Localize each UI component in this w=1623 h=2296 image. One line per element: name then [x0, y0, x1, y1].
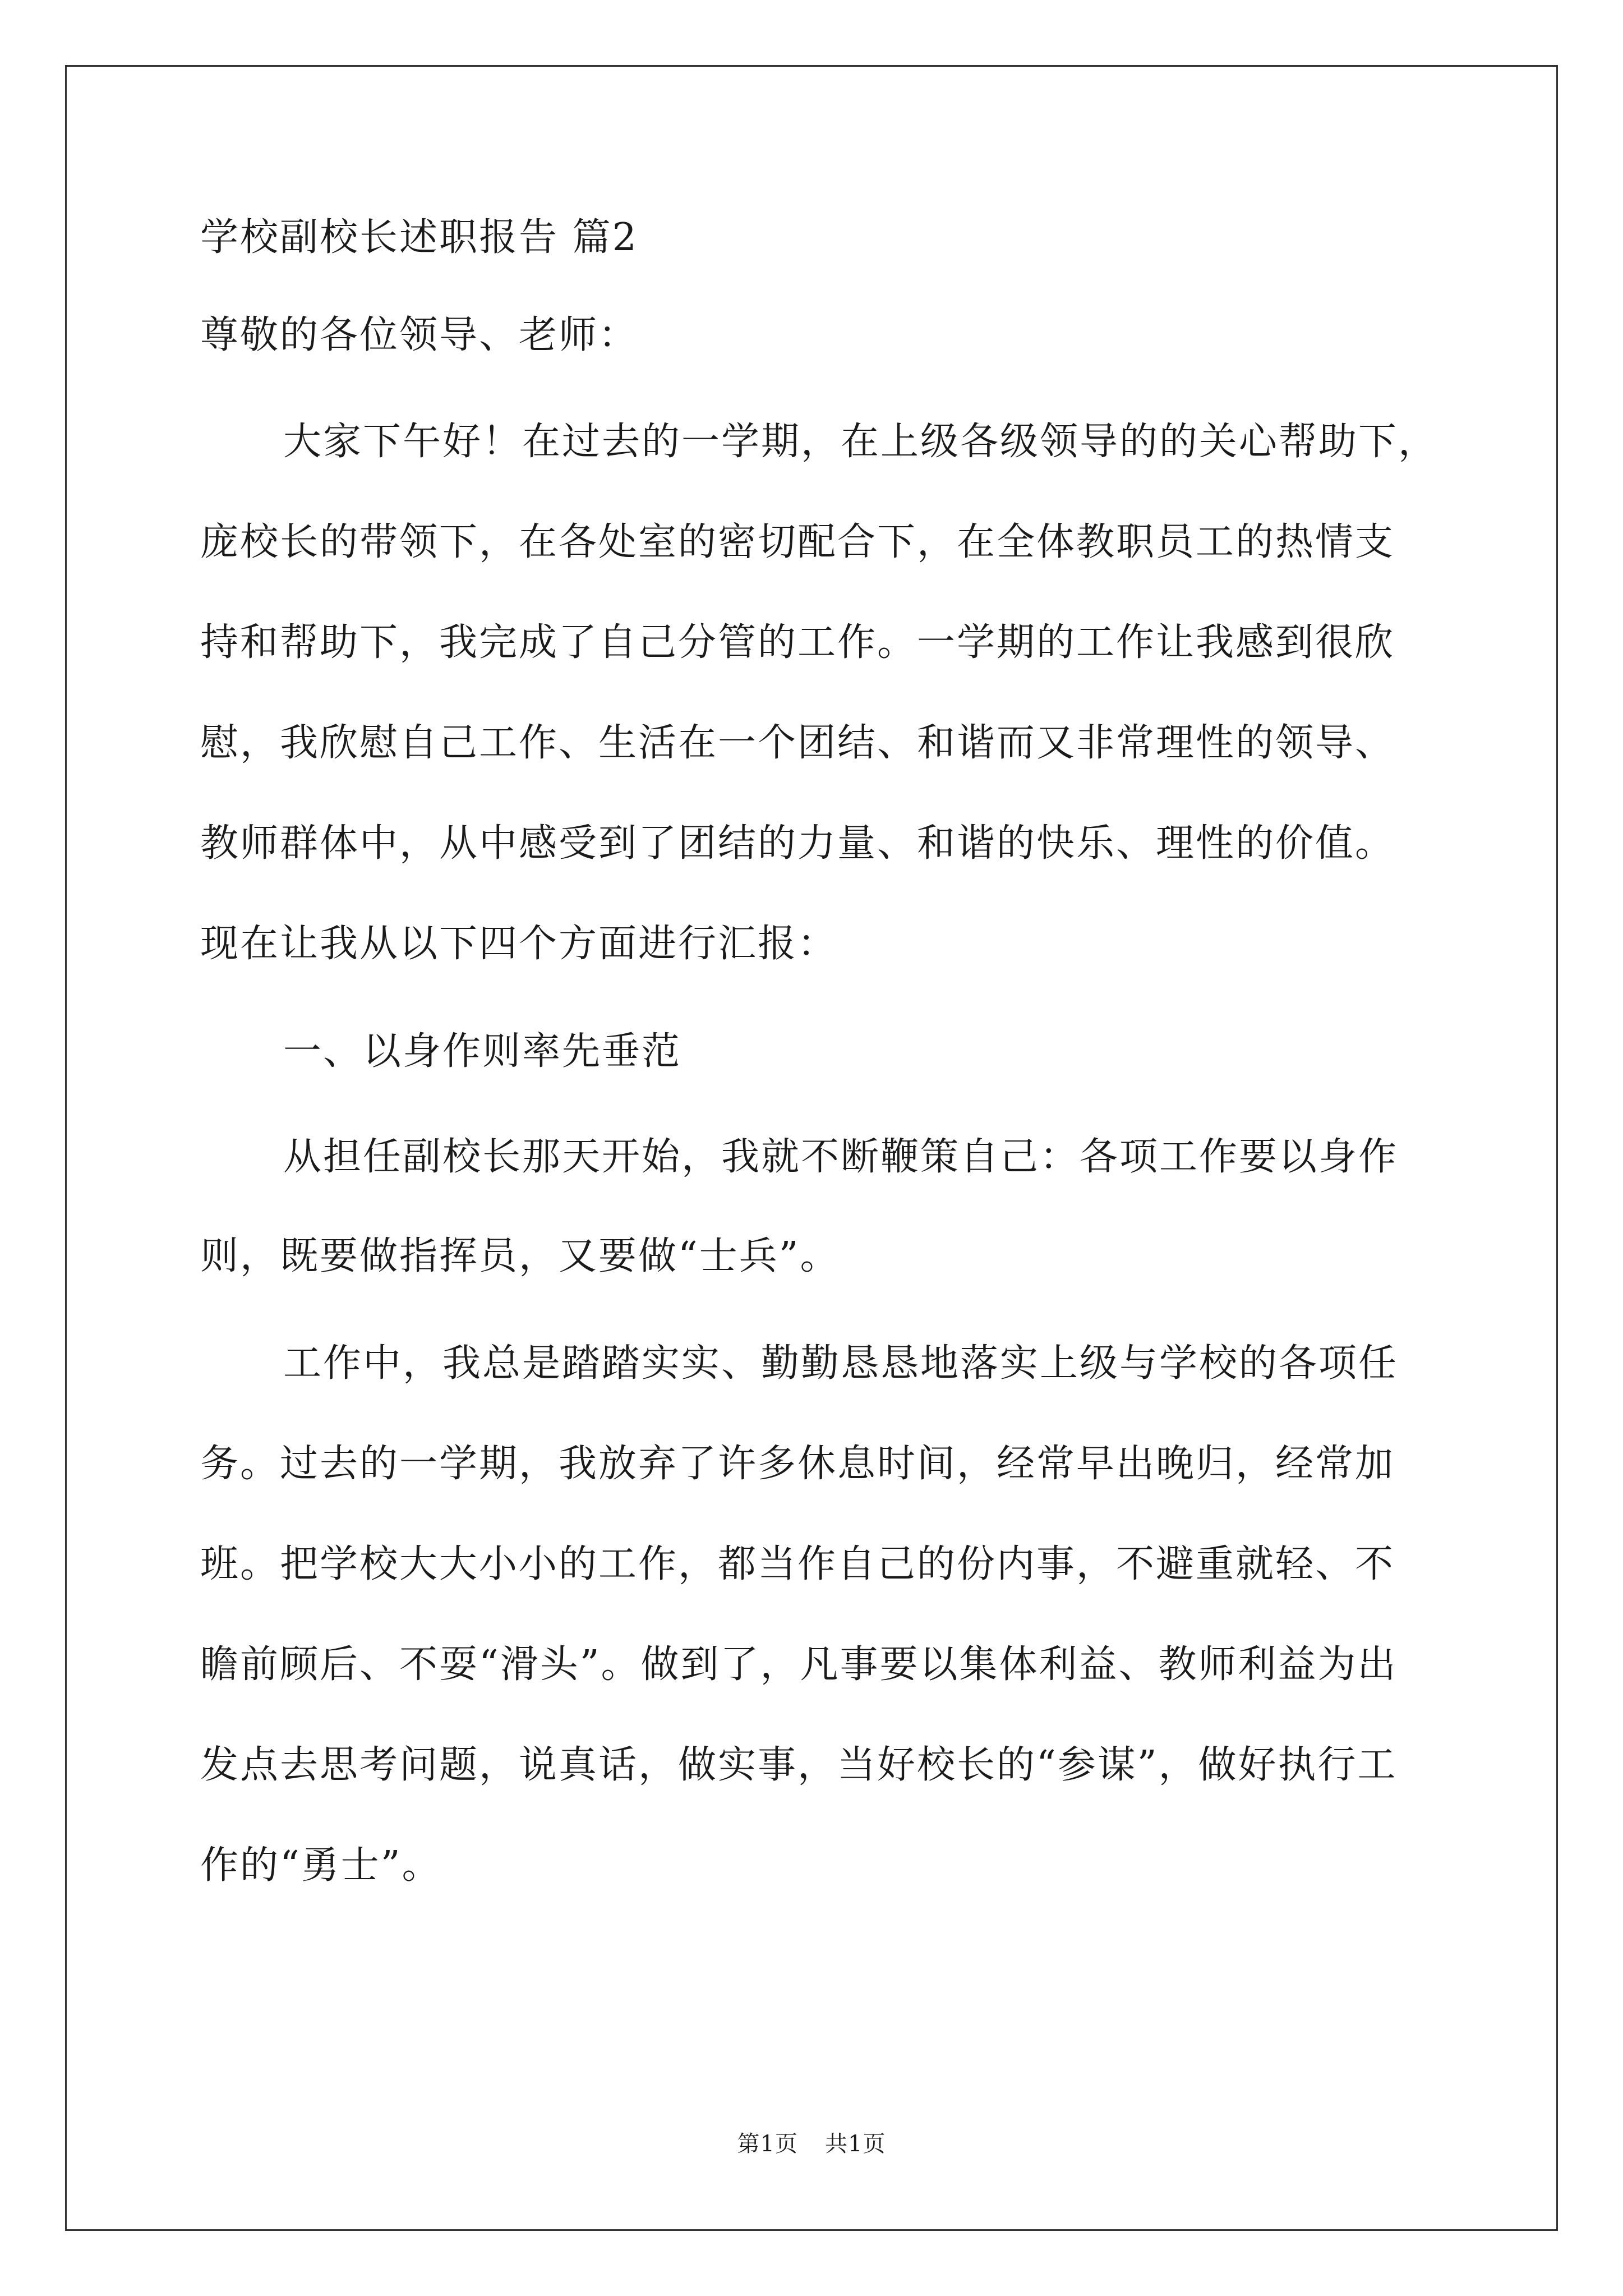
document-title: 学校副校长述职报告 篇2 — [200, 215, 638, 260]
paragraph-1-line: 庞校长的带领下，在各处室的密切配合下，在全体教职员工的热情支 — [200, 520, 1395, 564]
section-heading: 一、以身作则率先垂范 — [283, 1029, 682, 1074]
paragraph-1-line: 现在让我从以下四个方面进行汇报： — [200, 922, 838, 966]
paragraph-1-line: 持和帮助下，我完成了自己分管的工作。一学期的工作让我感到很欣 — [200, 620, 1395, 665]
paragraph-2-line: 则，既要做指挥员，又要做“士兵”。 — [200, 1234, 840, 1278]
paragraph-1-line: 教师群体中，从中感受到了团结的力量、和谐的快乐、理性的价值。 — [200, 821, 1395, 866]
paragraph-3-line: 工作中，我总是踏踏实实、勤勤恳恳地落实上级与学校的各项任 — [283, 1341, 1399, 1386]
paragraph-3-line: 班。把学校大大小小的工作，都当作自己的份内事，不避重就轻、不 — [200, 1542, 1395, 1586]
paragraph-1-line: 大家下午好！在过去的一学期，在上级各级领导的的关心帮助下， — [283, 420, 1438, 464]
paragraph-3-line: 作的“勇士”。 — [200, 1843, 442, 1888]
salutation: 尊敬的各位领导、老师： — [200, 313, 639, 357]
page-number-current: 第1页 — [737, 2131, 798, 2157]
paragraph-3-line: 瞻前顾后、不耍“滑头”。做到了，凡事要以集体利益、教师利益为出 — [200, 1642, 1398, 1687]
paragraph-1-line: 慰，我欣慰自己工作、生活在一个团结、和谐而又非常理性的领导、 — [200, 721, 1395, 765]
page-footer — [0, 2126, 1623, 2158]
paragraph-2-line: 从担任副校长那天开始，我就不断鞭策自己：各项工作要以身作 — [283, 1135, 1399, 1179]
page-number-total: 共1页 — [825, 2131, 886, 2157]
paragraph-3-line: 发点去思考问题，说真话，做实事，当好校长的“参谋”，做好执行工 — [200, 1743, 1398, 1787]
paragraph-3-line: 务。过去的一学期，我放弃了许多休息时间，经常早出晚归，经常加 — [200, 1442, 1395, 1486]
